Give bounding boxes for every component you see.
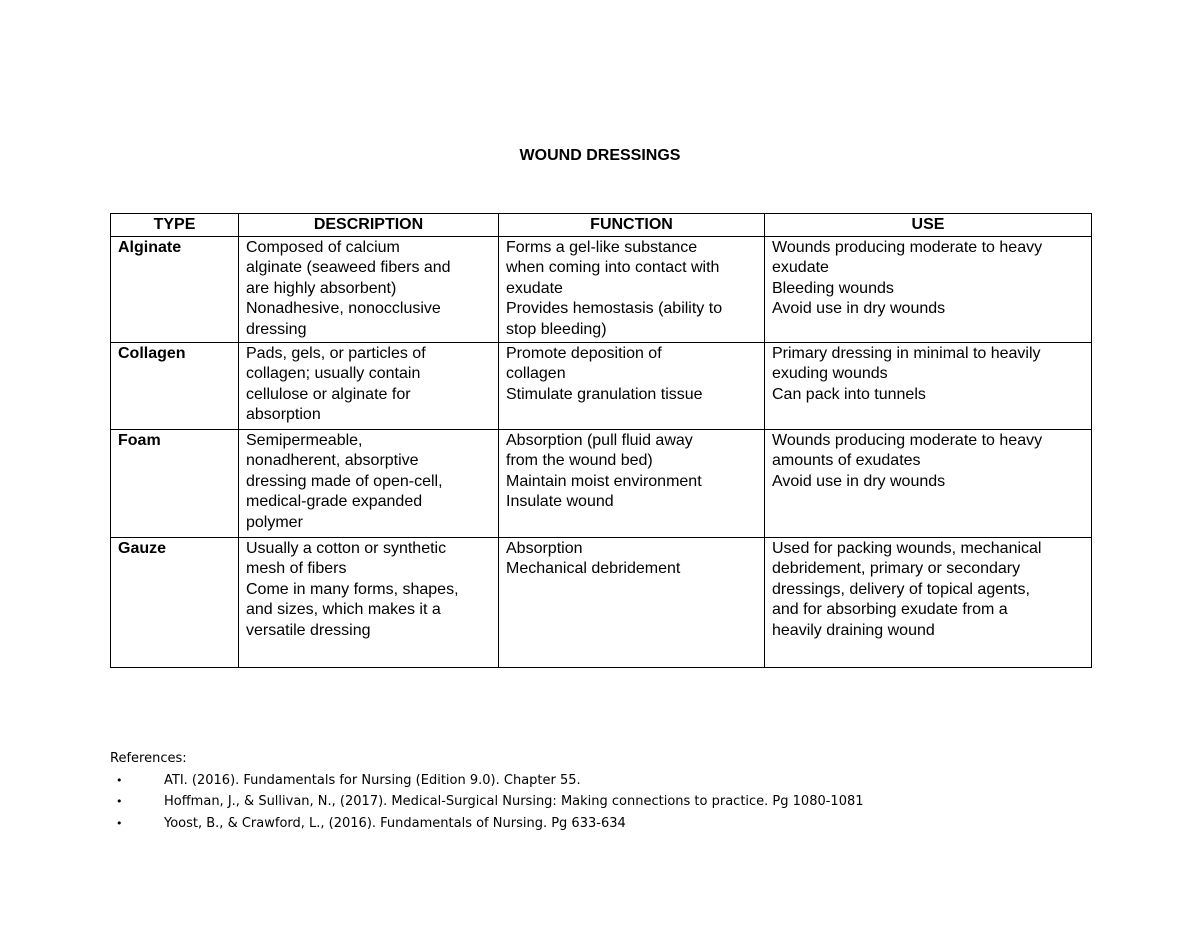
type-cell: Alginate — [111, 236, 239, 342]
reference-text: ATI. (2016). Fundamentals for Nursing (Edition 9.0). Chapter 55. — [164, 772, 581, 788]
cell-line: alginate (seaweed fibers and — [246, 259, 451, 277]
cell-line: debridement, primary or secondary — [772, 560, 1021, 578]
cell-line: heavily draining wound — [772, 621, 935, 639]
bullet-icon: • — [116, 773, 123, 787]
table-row — [111, 236, 1092, 342]
cell-line: Come in many forms, shapes, — [246, 580, 459, 598]
function-cell — [499, 236, 765, 342]
cell-line: Pads, gels, or particles of — [246, 344, 426, 362]
bullet-icon: • — [116, 795, 123, 808]
cell-line: polymer — [246, 513, 303, 531]
header-use: USE — [765, 214, 1092, 237]
cell-line: Stimulate granulation tissue — [506, 385, 703, 403]
table-row — [111, 342, 1092, 429]
bullet-icon: • — [116, 816, 123, 830]
reference-item — [110, 813, 864, 835]
description-cell — [239, 342, 499, 429]
use-cell — [765, 236, 1092, 342]
reference-text: Hoffman, J., & Sullivan, N., (2017). Medical-Surgical Nursing: Making connections to practice. Pg 1080-1081 — [164, 794, 864, 809]
cell-line: Insulate wound — [506, 493, 614, 511]
cell-line: Avoid use in dry wounds — [772, 300, 946, 318]
cell-line: Bleeding wounds — [772, 279, 894, 297]
cell-line: Used for packing wounds, mechanical — [772, 539, 1042, 557]
cell-line: collagen — [506, 365, 566, 383]
table-row — [111, 537, 1092, 667]
reference-item — [110, 770, 864, 792]
cell-line: absorption — [246, 406, 321, 424]
cell-line: Maintain moist environment — [506, 472, 702, 490]
cell-line: stop bleeding) — [506, 320, 607, 338]
cell-line: versatile dressing — [246, 621, 371, 639]
header-type: TYPE — [111, 214, 239, 237]
cell-line: medical-grade expanded — [246, 493, 423, 511]
references-heading: References: — [110, 751, 187, 766]
cell-line: Can pack into tunnels — [772, 385, 926, 403]
use-cell — [765, 429, 1092, 537]
description-cell — [239, 236, 499, 342]
cell-line: Forms a gel-like substance — [506, 238, 698, 256]
function-cell — [499, 429, 765, 537]
references-section — [110, 748, 864, 834]
description-cell — [239, 537, 499, 667]
cell-line: amounts of exudates — [772, 452, 921, 470]
header-function: FUNCTION — [499, 214, 765, 237]
reference-text: Yoost, B., & Crawford, L., (2016). Fundamentals of Nursing. Pg 633-634 — [164, 815, 626, 831]
function-cell — [499, 342, 765, 429]
cell-line: Wounds producing moderate to heavy — [772, 431, 1043, 449]
cell-line: Wounds producing moderate to heavy — [772, 238, 1043, 256]
cell-line: are highly absorbent) — [246, 279, 397, 297]
cell-line: exudate — [772, 259, 829, 277]
cell-line: Provides hemostasis (ability to — [506, 300, 723, 318]
references-list — [110, 770, 864, 835]
reference-item — [110, 791, 864, 813]
cell-line: dressings, delivery of topical agents, — [772, 580, 1030, 598]
cell-line: from the wound bed) — [506, 452, 653, 470]
wound-dressings-table — [110, 213, 1092, 668]
use-cell — [765, 342, 1092, 429]
cell-line: Semipermeable, — [246, 431, 363, 449]
cell-line: exuding wounds — [772, 365, 888, 383]
cell-line: dressing — [246, 320, 307, 338]
cell-line: dressing made of open-cell, — [246, 472, 443, 490]
cell-line: and for absorbing exudate from a — [772, 601, 1008, 619]
type-cell: Gauze — [111, 537, 239, 667]
cell-line: Nonadhesive, nonocclusive — [246, 300, 441, 318]
cell-line: Promote deposition of — [506, 344, 662, 362]
cell-line: Mechanical debridement — [506, 560, 681, 578]
type-cell: Foam — [111, 429, 239, 537]
cell-line: Absorption (pull fluid away — [506, 431, 693, 449]
cell-line: Usually a cotton or synthetic — [246, 539, 447, 557]
page-title: WOUND DRESSINGS — [519, 147, 681, 164]
cell-line: Composed of calcium — [246, 238, 400, 256]
header-description: DESCRIPTION — [239, 214, 499, 237]
cell-line: and sizes, which makes it a — [246, 601, 441, 619]
cell-line: cellulose or alginate for — [246, 385, 411, 403]
cell-line: Primary dressing in minimal to heavily — [772, 344, 1041, 362]
cell-line: Absorption — [506, 539, 583, 557]
cell-line: collagen; usually contain — [246, 365, 421, 383]
use-cell — [765, 537, 1092, 667]
function-cell — [499, 537, 765, 667]
description-cell — [239, 429, 499, 537]
cell-line: when coming into contact with — [506, 259, 720, 277]
cell-line: Avoid use in dry wounds — [772, 472, 946, 490]
table-row — [111, 429, 1092, 537]
table-header-row — [111, 214, 1092, 237]
cell-line: nonadherent, absorptive — [246, 452, 419, 470]
type-cell: Collagen — [111, 342, 239, 429]
cell-line: exudate — [506, 279, 563, 297]
cell-line: mesh of fibers — [246, 560, 347, 578]
